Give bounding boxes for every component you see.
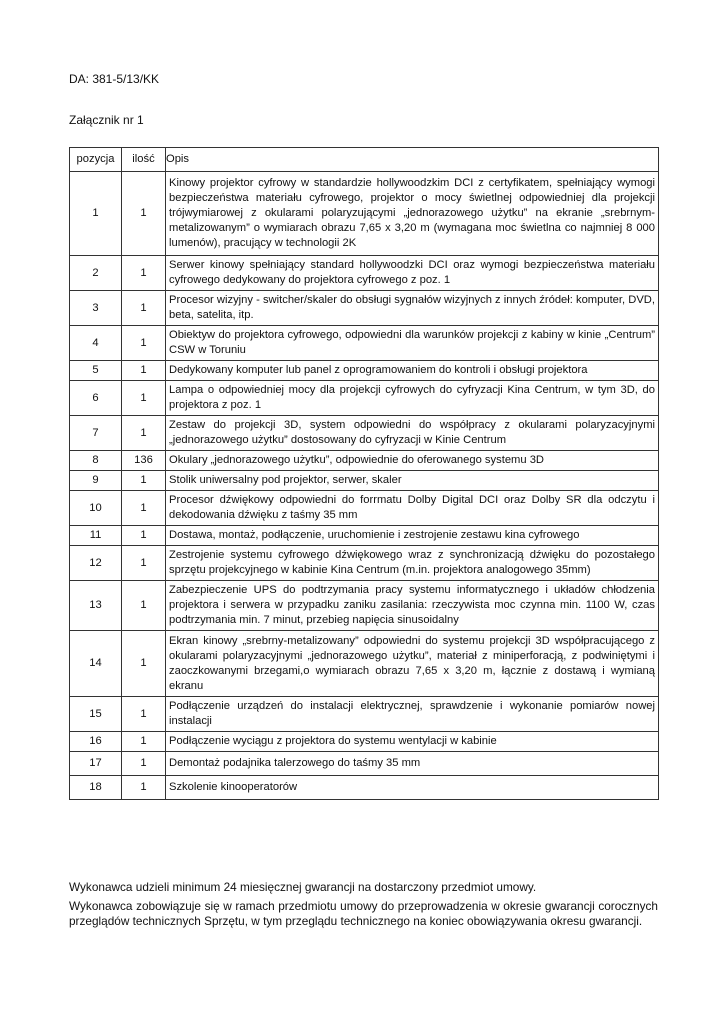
row-position: 15 [70,697,122,732]
header-position: pozycja [70,148,122,172]
warranty-note: Wykonawca udzieli minimum 24 miesięcznej gwarancji na dostarczony przedmiot umowy. [69,880,537,894]
table-row [70,776,659,800]
row-position: 2 [70,256,122,291]
row-quantity: 1 [122,752,166,776]
row-quantity: 1 [122,526,166,546]
row-position: 4 [70,326,122,361]
table-row [70,697,659,732]
row-quantity: 1 [122,471,166,491]
items-table [69,147,659,800]
row-quantity: 1 [122,581,166,631]
footer-notes [69,880,658,933]
row-quantity: 1 [122,776,166,800]
row-quantity: 1 [122,546,166,581]
row-description: Zestrojenie systemu cyfrowego dźwiękowego wraz z synchronizacją dźwięku do pozostałego sprzętu projekcyjnego w kabinie Kina Centrum (m.in. projektora analogowego 35mm) [166,546,659,581]
table-row [70,256,659,291]
row-position: 5 [70,361,122,381]
row-description: Okulary „jednorazowego użytku”, odpowiednie do oferowanego systemu 3D [166,451,659,471]
table-header-row [70,148,659,172]
table-row [70,546,659,581]
row-position: 12 [70,546,122,581]
row-description: Serwer kinowy spełniający standard hollywoodzki DCI oraz wymogi bezpieczeństwa materiału cyfrowego dedykowany do projektora cyfrowego z poz. 1 [166,256,659,291]
table-row [70,526,659,546]
table-row [70,752,659,776]
table-row [70,381,659,416]
row-quantity: 1 [122,697,166,732]
row-position: 8 [70,451,122,471]
row-description: Stolik uniwersalny pod projektor, serwer, skaler [166,471,659,491]
table-row [70,361,659,381]
row-quantity: 1 [122,381,166,416]
table-row [70,416,659,451]
row-quantity: 1 [122,631,166,697]
row-quantity: 1 [122,291,166,326]
row-quantity: 136 [122,451,166,471]
table-row [70,581,659,631]
row-position: 3 [70,291,122,326]
row-position: 17 [70,752,122,776]
row-description: Ekran kinowy „srebrny-metalizowany” odpowiedni do systemu projekcji 3D współpracującego z okularami polaryzacyjnymi „jednorazowego użytku”, materiał z miniperforacją, z podwiniętymi i zaoczkowanymi brzegami,o wymiarach obrazu 7,65 x 3,20 m, łącznie z dostawą i wymianą ekranu [166,631,659,697]
document-reference: DA: 381-5/13/KK [69,72,160,86]
row-position: 10 [70,491,122,526]
table-row [70,631,659,697]
row-description: Zestaw do projekcji 3D, system odpowiedni do współpracy z okularami polaryzacyjnymi „jednorazowego użytku” dostosowany do cyfryzacji w Kinie Centrum [166,416,659,451]
row-quantity: 1 [122,416,166,451]
table-row [70,326,659,361]
row-description: Zabezpieczenie UPS do podtrzymania pracy systemu informatycznego i układów chłodzenia projektora i serwera w przypadku zaniku zasilania: rzeczywista moc czynna min. 1100 W, czas podtrzymania min. 7 minut, przebieg napięcia sinusoidalny [166,581,659,631]
row-description: Dedykowany komputer lub panel z oprogramowaniem do kontroli i obsługi projektora [166,361,659,381]
row-position: 11 [70,526,122,546]
row-position: 1 [70,172,122,256]
table-row [70,172,659,256]
row-description: Szkolenie kinooperatorów [166,776,659,800]
row-quantity: 1 [122,732,166,752]
row-position: 14 [70,631,122,697]
table-row [70,491,659,526]
table-row [70,291,659,326]
row-quantity: 1 [122,172,166,256]
row-position: 6 [70,381,122,416]
row-position: 9 [70,471,122,491]
attachment-label: Załącznik nr 1 [69,113,144,127]
row-description: Procesor dźwiękowy odpowiedni do forrmatu Dolby Digital DCI oraz Dolby SR dla odczytu i dekodowania dźwięku z taśmy 35 mm [166,491,659,526]
table-body [70,172,659,800]
row-description: Dostawa, montaż, podłączenie, uruchomienie i zestrojenie zestawu kina cyfrowego [166,526,659,546]
row-quantity: 1 [122,256,166,291]
inspection-note: Wykonawca zobowiązuje się w ramach przedmiotu umowy do przeprowadzenia w okresie gwarancji corocznych przeglądów technicznych Sprzętu, w tym przeglądu technicznego na koniec obowiązywania okresu gwarancji. [69,898,658,928]
row-position: 13 [70,581,122,631]
table-row [70,732,659,752]
row-position: 16 [70,732,122,752]
row-description: Podłączenie wyciągu z projektora do systemu wentylacji w kabinie [166,732,659,752]
row-description: Lampa o odpowiedniej mocy dla projekcji cyfrowych do cyfryzacji Kina Centrum, w tym 3D, do projektora z poz. 1 [166,381,659,416]
row-description: Demontaż podajnika talerzowego do taśmy 35 mm [166,752,659,776]
row-description: Podłączenie urządzeń do instalacji elektrycznej, sprawdzenie i wykonanie pomiarów nowej instalacji [166,697,659,732]
row-quantity: 1 [122,491,166,526]
row-position: 18 [70,776,122,800]
table-row [70,451,659,471]
row-description: Obiektyw do projektora cyfrowego, odpowiedni dla warunków projekcji z kabiny w kinie „Centrum” CSW w Toruniu [166,326,659,361]
row-description: Procesor wizyjny - switcher/skaler do obsługi sygnałów wizyjnych z innych źródeł: komputer, DVD, beta, satelita, itp. [166,291,659,326]
header-quantity: ilość [122,148,166,172]
row-quantity: 1 [122,326,166,361]
row-description: Kinowy projektor cyfrowy w standardzie hollywoodzkim DCI z certyfikatem, spełniający wymogi bezpieczeństwa materiału cyfrowego, projektor o mocy świetlnej odpowiedniej dla projekcji trójwymiarowej z okularami polaryzującymi „jednorazowego użytku” na ekranie „srebrnym-metalizowanym” o wymiarach obrazu 7,65 x 3,20 m (wymagana moc świetlna co najmniej 8 000 lumenów), pracujący w technologii 2K [166,172,659,256]
table-row [70,471,659,491]
header-description: Opis [166,148,659,172]
row-quantity: 1 [122,361,166,381]
row-position: 7 [70,416,122,451]
